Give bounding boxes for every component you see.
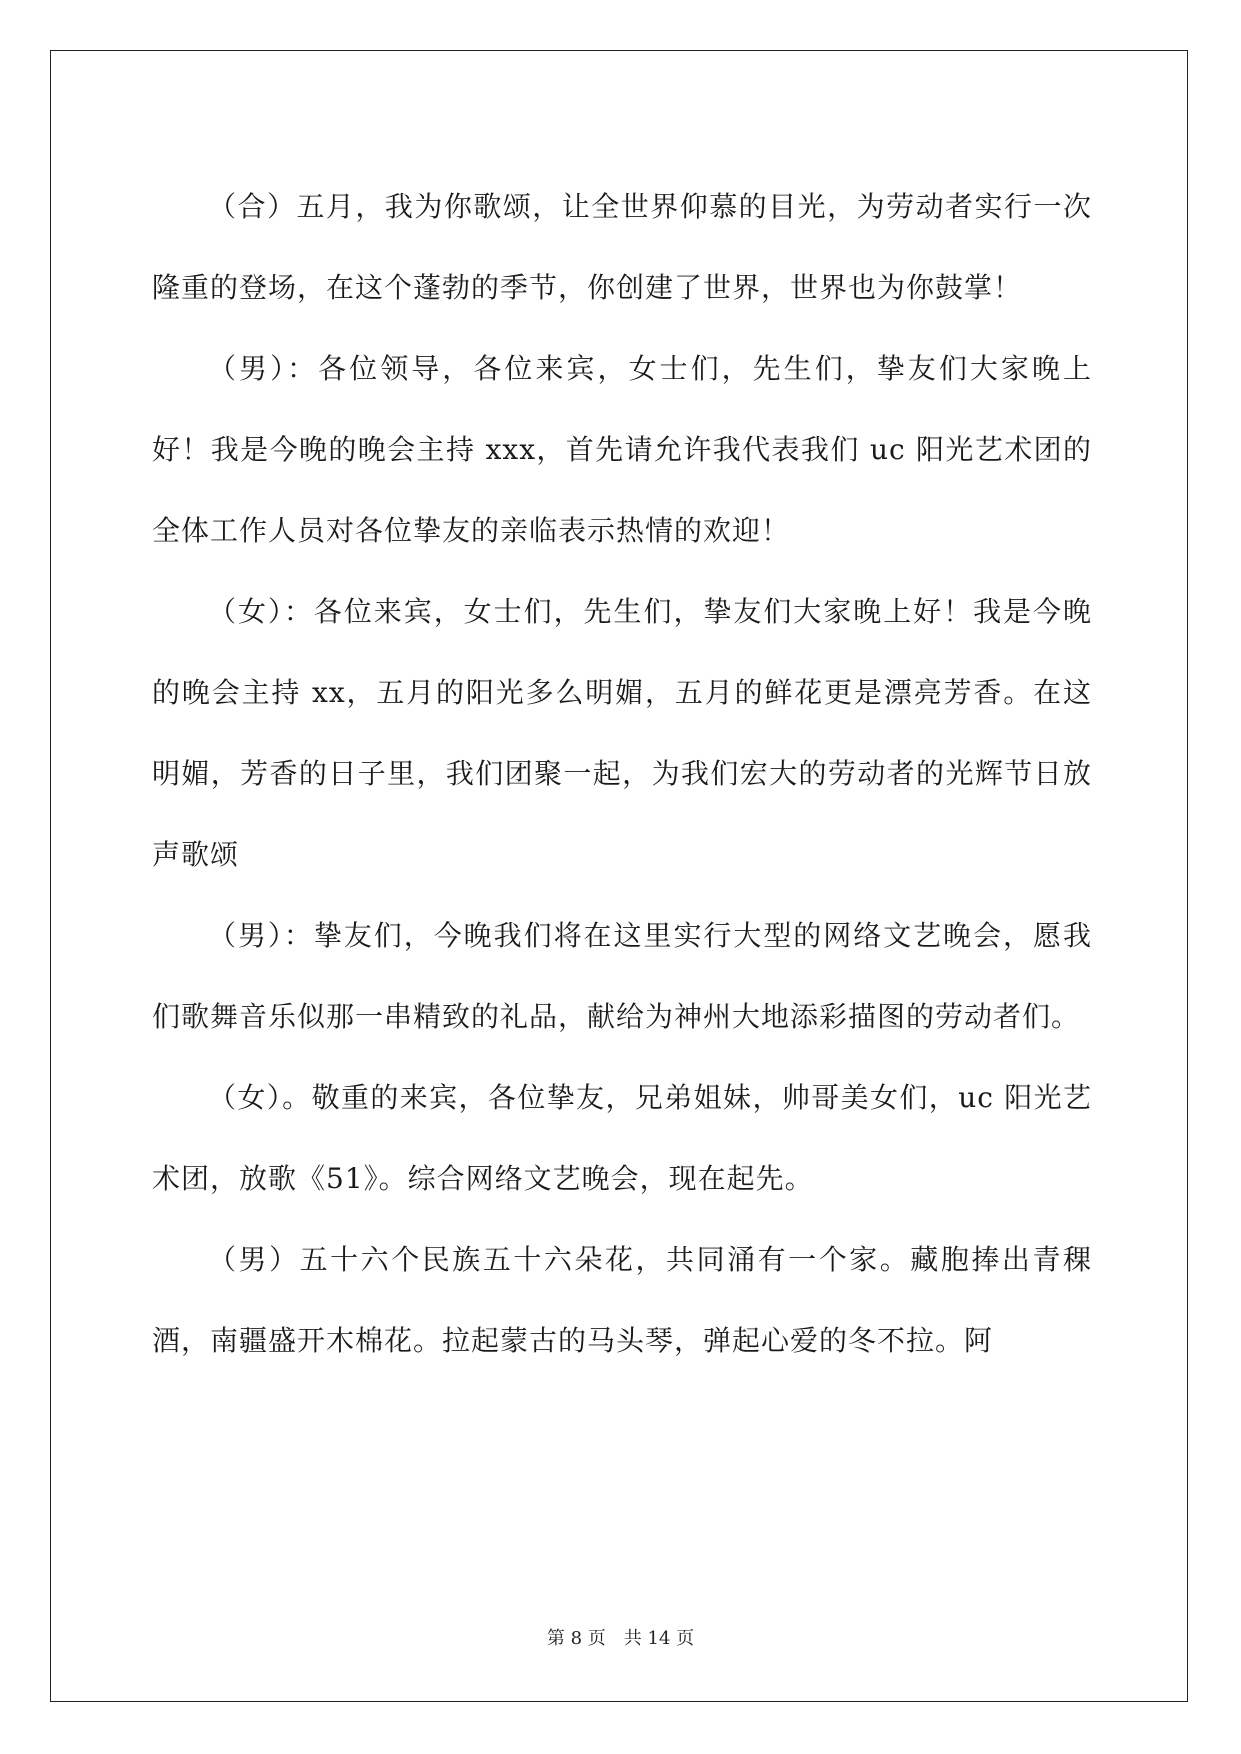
paragraph-1: （合）五月，我为你歌颂，让全世界仰慕的目光，为劳动者实行一次隆重的登场，在这个蓬勃的季节，你创建了世界，世界也为你鼓掌！	[152, 190, 1092, 304]
paragraph-5: （女）。敬重的来宾，各位挚友，兄弟姐妹，帅哥美女们，uc 阳光艺术团，放歌《51》。综合网络文艺晚会，现在起先。	[152, 1081, 1092, 1195]
paragraph-4: （男）：挚友们，今晚我们将在这里实行大型的网络文艺晚会，愿我们歌舞音乐似那一串精致的礼品，献给为神州大地添彩描图的劳动者们。	[152, 919, 1092, 1033]
page-footer	[0, 1624, 1241, 1650]
paragraph-3: （女）：各位来宾，女士们，先生们，挚友们大家晚上好！我是今晚的晚会主持 xx，五月的阳光多么明媚，五月的鲜花更是漂亮芳香。在这明媚，芳香的日子里，我们团聚一起，为我们宏大的劳动者的光辉节日放声歌颂	[152, 595, 1092, 871]
total-page-count: 共 14 页	[623, 1628, 695, 1649]
current-page-number: 第 8 页	[546, 1628, 606, 1649]
document-body	[152, 166, 1092, 1381]
paragraph-6: （男）五十六个民族五十六朵花，共同涌有一个家。藏胞捧出青稞酒，南疆盛开木棉花。拉起蒙古的马头琴，弹起心爱的冬不拉。阿	[152, 1243, 1092, 1357]
paragraph-2: （男）：各位领导，各位来宾，女士们，先生们，挚友们大家晚上好！我是今晚的晚会主持 xxx，首先请允许我代表我们 uc 阳光艺术团的全体工作人员对各位挚友的亲临表示热情的欢迎！	[152, 352, 1092, 547]
